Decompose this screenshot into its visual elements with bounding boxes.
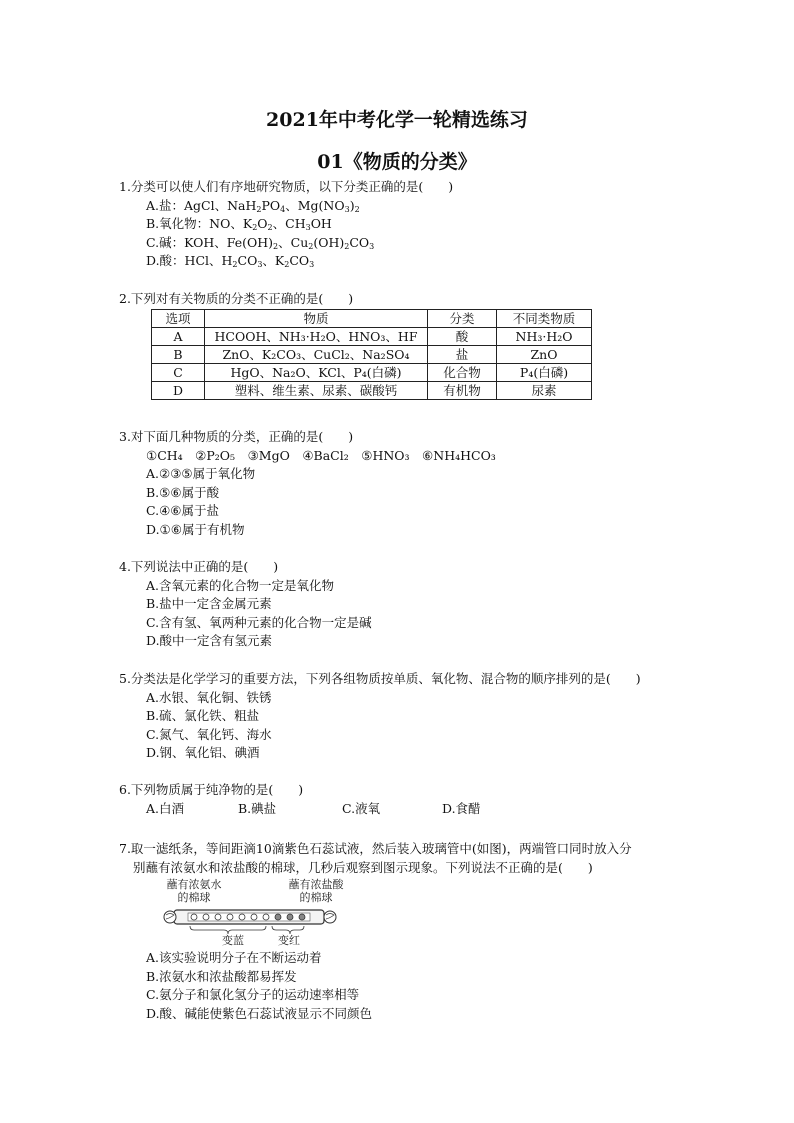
option-d: D.酸中一定含有氢元素 — [146, 633, 273, 648]
right-cotton-label: 蘸有浓盐酸的棉球 — [288, 878, 344, 904]
question-stem: 7.取一滤纸条，等间距滴10滴紫色石蕊试液，然后装入玻璃管中(如图)，两端管口同时放入分 — [119, 841, 632, 856]
option-d: D.酸、碱能使紫色石蕊试液显示不同颜色 — [146, 1005, 373, 1021]
table-header: 物质 — [205, 310, 428, 328]
option-b: B.盐中一定含金属元素 — [146, 596, 272, 611]
table-cell: 有机物 — [428, 382, 497, 400]
option-d: D.酸：HCl、$H_2CO_3$、$K_2CO_3$ — [146, 253, 315, 269]
table-header: 分类 — [428, 310, 497, 328]
classification-table — [151, 309, 592, 400]
table-cell: HCOOH、NH₃·H₂O、HNO₃、HF — [205, 328, 428, 346]
table-cell: B — [152, 346, 205, 364]
table-row — [152, 328, 592, 346]
option-c: C.液氧 — [342, 800, 381, 816]
question-stem: 1.分类可以使人们有序地研究物质，以下分类正确的是( ) — [119, 179, 454, 194]
question-7 — [119, 840, 719, 877]
option-a: A.水银、氧化铜、铁锈 — [146, 689, 272, 705]
table-cell: 化合物 — [428, 364, 497, 382]
substance-list: ①CH₄ ②P₂O₅ ③MgO ④BaCl₂ ⑤HNO₃ ⑥NH₄HCO₃ — [146, 447, 496, 463]
blue-label: 变蓝 — [222, 934, 244, 947]
question-7-options — [119, 949, 719, 1023]
question-2 — [119, 290, 719, 309]
tube-diagram — [160, 878, 340, 948]
option-b: B.⑤⑥属于酸 — [146, 484, 220, 500]
table-header: 不同类物质 — [497, 310, 592, 328]
table-cell: 酸 — [428, 328, 497, 346]
option-c: C.碱：KOH、$Fe(OH)_2$、$Cu_2(OH)_2CO_3$ — [146, 234, 375, 251]
question-stem: 3.对下面几种物质的分类，正确的是( ) — [119, 429, 354, 444]
option-a: A.含氧元素的化合物一定是氧化物 — [146, 577, 335, 593]
option-a: A.②③⑤属于氧化物 — [146, 466, 256, 481]
option-c: C.氨分子和氯化氢分子的运动速率相等 — [146, 987, 360, 1002]
question-3 — [119, 428, 719, 539]
table-cell: NH₃·H₂O — [497, 328, 592, 346]
table-header: 选项 — [152, 310, 205, 328]
table-cell: P₄(白磷) — [497, 364, 592, 382]
option-b: B.浓氨水和浓盐酸都易挥发 — [146, 968, 297, 984]
page-title: 2021年中考化学一轮精选练习 — [266, 109, 528, 131]
options-row — [119, 800, 719, 819]
question-5 — [119, 670, 719, 763]
option-b: B.氧化物：NO、$K_2O_2$、$CH_3OH$ — [146, 216, 332, 232]
red-label: 变红 — [278, 934, 300, 947]
option-c: C.氮气、氧化钙、海水 — [146, 726, 272, 742]
option-b: B.碘盐 — [238, 800, 277, 816]
table-cell: 尿素 — [497, 382, 592, 400]
option-d: D.①⑥属于有机物 — [146, 521, 245, 537]
glass-tube-figure — [160, 878, 344, 948]
left-cotton-label: 蘸有浓氨水的棉球 — [166, 878, 222, 904]
question-stem: 4.下列说法中正确的是( ) — [119, 559, 279, 574]
table-row — [152, 364, 592, 382]
table-header-row — [152, 310, 592, 328]
table-cell: ZnO、K₂CO₃、CuCl₂、Na₂SO₄ — [205, 346, 428, 364]
table-cell: A — [152, 328, 205, 346]
option-b: B.硫、氯化铁、粗盐 — [146, 708, 260, 723]
option-a: A.盐：AgCl、$NaH_2PO_4$、$Mg(NO_3)_2$ — [146, 197, 360, 214]
table-cell: D — [152, 382, 205, 400]
option-a: A.白酒 — [146, 800, 185, 816]
table-cell: 盐 — [428, 346, 497, 364]
table-cell: C — [152, 364, 205, 382]
question-1 — [119, 178, 719, 271]
table-cell: 塑料、维生素、尿素、碳酸钙 — [205, 382, 428, 400]
page-subtitle: 01《物质的分类》 — [317, 151, 477, 173]
question-stem: 5.分类法是化学学习的重要方法，下列各组物质按单质、氧化物、混合物的顺序排列的是( ) — [119, 671, 641, 686]
table-row — [152, 346, 592, 364]
question-4 — [119, 558, 719, 651]
option-c: C.④⑥属于盐 — [146, 503, 220, 518]
option-c: C.含有氢、氧两种元素的化合物一定是碱 — [146, 614, 372, 630]
question-stem-continued: 别蘸有浓氨水和浓盐酸的棉球，几秒后观察到图示现象。下列说法不正确的是( ) — [133, 859, 593, 875]
question-6 — [119, 781, 719, 818]
question-stem: 2.下列对有关物质的分类不正确的是( ) — [119, 291, 354, 306]
option-d: D.钢、氧化铝、碘酒 — [146, 745, 260, 760]
table-cell: HgO、Na₂O、KCl、P₄(白磷) — [205, 364, 428, 382]
option-a: A.该实验说明分子在不断运动着 — [146, 950, 322, 965]
table-cell: ZnO — [497, 346, 592, 364]
question-stem: 6.下列物质属于纯净物的是( ) — [119, 782, 304, 797]
option-d: D.食醋 — [442, 800, 481, 816]
table-row — [152, 382, 592, 400]
